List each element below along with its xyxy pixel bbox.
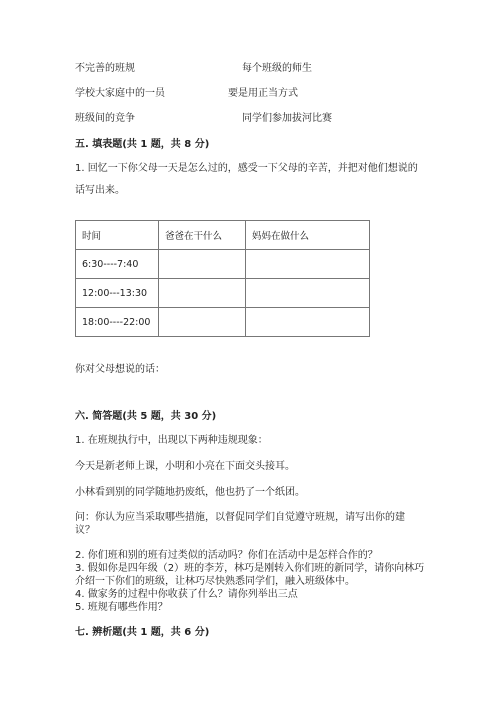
match-right-1: 每个班级的师生 — [242, 63, 312, 74]
section6-case1: 今天是新老师上课，小明和小亮在下面交头接耳。 — [75, 461, 295, 472]
section7-heading: 七. 辨析题(共 1 题，共 6 分) — [75, 627, 210, 638]
match-right-3: 同学们参加拔河比赛 — [242, 113, 332, 124]
section6-q5: 5. 班规有哪些作用？ — [75, 602, 168, 613]
table-cell-mom[interactable] — [246, 250, 370, 279]
section5-question-line2: 话写出来。 — [75, 185, 125, 196]
section6-heading: 六. 简答题(共 5 题，共 30 分) — [75, 411, 217, 422]
section6-q1: 1. 在班规执行中，出现以下两种违规现象： — [75, 435, 268, 446]
match-left-3: 班级间的竞争 — [75, 113, 135, 124]
match-left-1: 不完善的班规 — [75, 63, 135, 74]
section6-q3-line2: 介绍一下你们的班级，让林巧尽快熟悉同学们，融入班级体中。 — [75, 576, 355, 587]
table-row — [76, 250, 370, 279]
table-cell-mom[interactable] — [246, 308, 370, 337]
section6-q2: 2. 你们班和别的班有过类似的活动吗？你们在活动中是怎样合作的？ — [75, 550, 378, 561]
table-cell-mom[interactable] — [246, 279, 370, 308]
section6-ask-line2: 议？ — [75, 525, 95, 536]
table-cell-time: 18:00----22:00 — [76, 308, 159, 337]
table-header-row — [76, 221, 370, 250]
table-header-mom: 妈妈在做什么 — [246, 221, 370, 250]
section6-case2: 小林看到别的同学随地扔废纸，他也扔了一个纸团。 — [75, 487, 305, 498]
table-row — [76, 308, 370, 337]
section6-q4: 4. 做家务的过程中你收获了什么？请你列举出三点 — [75, 589, 298, 600]
section5-heading: 五. 填表题(共 1 题，共 8 分) — [75, 139, 210, 150]
section6-ask-line1: 问：你认为应当采取哪些措施，以督促同学们自觉遵守班规，请写出你的建 — [75, 512, 405, 523]
schedule-table — [75, 220, 370, 337]
section5-prompt: 你对父母想说的话： — [75, 364, 165, 375]
table-cell-dad[interactable] — [159, 279, 246, 308]
section5-question-line1: 1. 回忆一下你父母一天是怎么过的，感受一下父母的辛苦，并把对他们想说的 — [75, 163, 418, 174]
table-cell-dad[interactable] — [159, 308, 246, 337]
table-cell-time: 6:30----7:40 — [76, 250, 159, 279]
table-row — [76, 279, 370, 308]
table-header-time: 时间 — [76, 221, 159, 250]
table-cell-dad[interactable] — [159, 250, 246, 279]
match-right-2: 要是用正当方式 — [228, 88, 298, 99]
match-left-2: 学校大家庭中的一员 — [75, 88, 165, 99]
section6-q3-line1: 3. 假如你是四年级（2）班的李芳，林巧是刚转入你们班的新同学，请你向林巧 — [75, 563, 425, 574]
table-cell-time: 12:00---13:30 — [76, 279, 159, 308]
table-header-dad: 爸爸在干什么 — [159, 221, 246, 250]
